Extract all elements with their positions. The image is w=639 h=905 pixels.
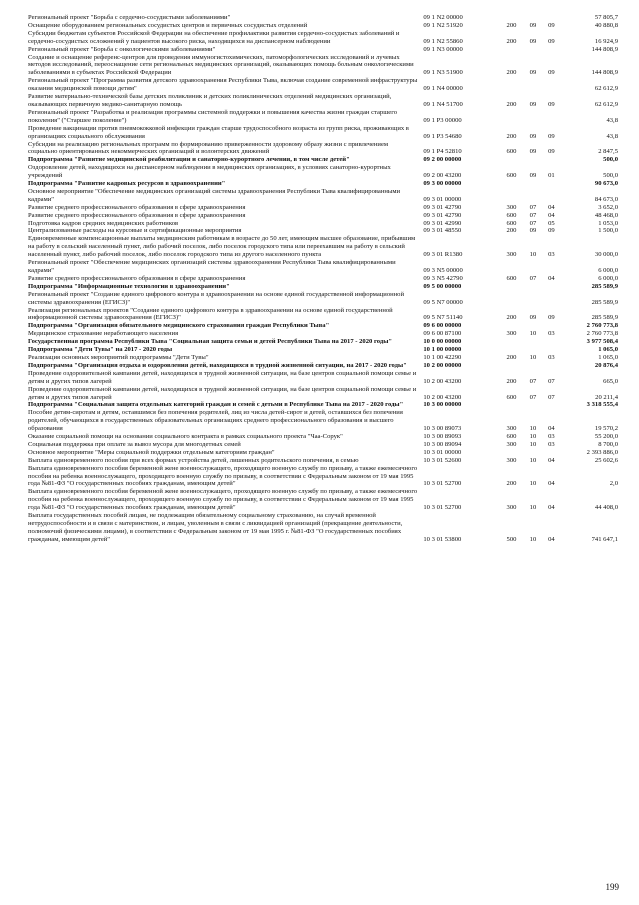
cell-vr: 300 xyxy=(506,251,517,259)
cell-name: Проведение вакцинации против пневмококковой инфекции граждан старше трудоспособного возраста из групп риска, проживающих в организациях социального обслуживания xyxy=(28,124,409,140)
cell-pr: 09 xyxy=(548,37,555,45)
table-row xyxy=(28,346,618,354)
cell-sum: 20 211,4 xyxy=(595,393,618,401)
cell-code: 10 2 00 43200 xyxy=(423,393,462,401)
table-row xyxy=(28,212,618,220)
cell-name: Основное мероприятие "Меры социальной поддержки отдельным категориям граждан" xyxy=(28,448,275,456)
table-row xyxy=(28,512,618,544)
table-row xyxy=(28,386,618,402)
cell-pr xyxy=(542,180,560,188)
cell-rz xyxy=(524,180,542,188)
cell-sum: 2,0 xyxy=(609,480,618,488)
cell-vr: 600 xyxy=(506,211,517,219)
cell-pr: 04 xyxy=(548,456,555,464)
cell-pr xyxy=(542,291,560,307)
table-row xyxy=(28,188,618,204)
cell-pr: 03 xyxy=(548,330,555,338)
cell-name: Проведение оздоровительной кампании детей, находящихся в трудной жизненной ситуации, на базе центров социальной помощи семье и детям и других типов лагерей xyxy=(28,385,417,401)
cell-vr xyxy=(499,259,524,275)
cell-pr: 03 xyxy=(548,251,555,259)
cell-sum: 30 000,0 xyxy=(594,251,618,259)
cell-code: 10 3 00 00000 xyxy=(423,401,462,409)
cell-rz xyxy=(524,401,542,409)
cell-name: Подпрограмма "Развитие медицинской реабилитации и санаторно-курортного лечения, в том числе детей" xyxy=(28,156,350,164)
cell-sum: 40 880,8 xyxy=(594,21,618,29)
cell-name: Развитие среднего профессионального образования в сфере здравоохранения xyxy=(28,274,246,282)
cell-sum: 2 760 773,8 xyxy=(586,322,618,330)
cell-vr xyxy=(499,77,524,93)
table-row xyxy=(28,22,618,30)
cell-vr xyxy=(499,180,524,188)
cell-code: 09 5 00 00000 xyxy=(423,282,462,290)
cell-vr: 200 xyxy=(506,377,517,385)
cell-pr xyxy=(542,156,560,164)
cell-rz: 10 xyxy=(529,504,537,512)
cell-pr xyxy=(542,188,560,204)
cell-rz: 07 xyxy=(529,203,537,211)
cell-rz: 09 xyxy=(529,148,537,156)
cell-name: Выплата государственных пособий лицам, не подлежащим обязательному социальному страхованию, на случай временной нетрудоспособности и в связи с материнством, и лицам, уволенным в связи с ликвидацией организаций (прекращение деятельности, полномочий физическими лицами), в соответствии с Федеральным законом от 19 мая 1995 г. №81-ФЗ "О государственных пособиях гражданам, имеющим детей" xyxy=(28,512,403,543)
cell-name: Единовременные компенсационные выплаты медицинским работникам в возрасте до 50 лет, имеющим высшее образование, прибывшим на работу в сельский населенный пункт, либо рабочий поселок, либо поселок городского типа или переехавшим на работу в сельский населенный пункт, либо рабочий поселок, либо поселок городского типа из другого населенного пункта xyxy=(28,235,416,259)
cell-sum: 48 468,0 xyxy=(594,211,618,219)
cell-sum: 6 000,0 xyxy=(598,267,618,274)
cell-pr: 04 xyxy=(548,480,555,488)
cell-code: 10 3 01 52700 xyxy=(423,480,462,488)
cell-sum: 144 808,9 xyxy=(591,69,618,77)
cell-code: 10 1 00 42290 xyxy=(423,353,462,361)
cell-vr xyxy=(499,346,524,354)
cell-pr: 09 xyxy=(548,100,555,108)
cell-code: 09 3 01 48550 xyxy=(423,227,462,235)
cell-rz: 10 xyxy=(529,330,537,338)
cell-vr: 200 xyxy=(506,37,517,45)
cell-rz xyxy=(524,346,542,354)
cell-rz xyxy=(524,156,542,164)
cell-rz: 09 xyxy=(529,69,537,77)
cell-vr: 500 xyxy=(506,535,517,543)
cell-code: 09 3 01 R1380 xyxy=(423,251,463,259)
cell-rz: 10 xyxy=(529,535,537,543)
table-row xyxy=(28,401,618,409)
table-row xyxy=(28,449,618,457)
cell-sum: 25 602,6 xyxy=(594,456,618,464)
cell-name: Государственная программа Республики Тыва "Социальная защита семьи и детей Республики Тыва на 2017 - 2020 годы" xyxy=(28,338,393,346)
cell-pr xyxy=(542,449,560,457)
cell-code: 09 1 P3 54680 xyxy=(423,132,462,140)
cell-pr xyxy=(542,338,560,346)
cell-code: 09 3 01 42990 xyxy=(423,219,462,227)
cell-sum: 1 065,0 xyxy=(598,346,618,354)
cell-vr xyxy=(499,401,524,409)
cell-pr: 03 xyxy=(548,433,555,441)
cell-name: Подпрограмма "Социальная защита отдельных категорий граждан и семей с детьми в Республике Тыва на 2017 - 2020 годы" xyxy=(28,401,404,409)
cell-code: 10 3 00 89093 xyxy=(423,433,462,441)
cell-sum: 16 924,9 xyxy=(594,37,618,45)
table-row xyxy=(28,204,618,212)
cell-sum: 8 700,0 xyxy=(598,440,618,448)
cell-name: Региональный проект "Обеспечение медицинских организаций системы здравоохранения Республики Тыва квалифицированными кадрами" xyxy=(28,259,396,274)
cell-rz: 10 xyxy=(529,353,537,361)
cell-name: Проведение оздоровительной кампании детей, находящихся в трудной жизненной ситуации, на базе центров социальной помощи семье и детям и других типов лагерей xyxy=(28,369,417,385)
cell-rz: 09 xyxy=(529,21,537,29)
cell-vr: 300 xyxy=(506,203,517,211)
cell-name: Выплата единовременного пособия беременной жене военнослужащего, проходящего военную службу по призыву, а также ежемесячного пособия на ребенка военнослужащего, проходящего военную службу по призыву, в соответствии с Федеральным законом от 19 мая 1995 года №81-ФЗ "О государственных пособиях гражданам, имеющим детей" xyxy=(28,464,418,488)
cell-vr: 300 xyxy=(506,504,517,512)
cell-name: Субсидии на реализацию региональных программ по формированию приверженности здоровому образу жизни с привлечением социально ориентированных некоммерческих организаций и волонтерских движений xyxy=(28,140,389,156)
cell-sum: 57 805,7 xyxy=(594,14,618,21)
cell-code: 09 3 01 42790 xyxy=(423,203,462,211)
cell-name: Медицинское страхование неработающего населения xyxy=(28,330,179,338)
cell-pr: 04 xyxy=(548,203,555,211)
table-row xyxy=(28,141,618,157)
cell-pr: 07 xyxy=(548,393,555,401)
cell-sum: 285 589,9 xyxy=(591,314,618,322)
cell-rz: 07 xyxy=(529,274,537,282)
cell-rz: 09 xyxy=(529,100,537,108)
cell-sum: 43,8 xyxy=(606,132,618,140)
table-row xyxy=(28,354,618,362)
cell-vr: 600 xyxy=(506,274,517,282)
cell-name: Централизованные расходы на курсовые и сертификационные мероприятия xyxy=(28,227,242,235)
cell-code: 10 3 01 00000 xyxy=(423,448,462,456)
cell-pr: 09 xyxy=(548,148,555,156)
cell-code: 09 3 N5 00000 xyxy=(423,267,463,274)
table-row xyxy=(28,164,618,180)
table-row xyxy=(28,93,618,109)
table-row xyxy=(28,283,618,291)
cell-vr: 200 xyxy=(506,480,517,488)
cell-pr xyxy=(542,259,560,275)
cell-pr xyxy=(542,362,560,370)
cell-rz xyxy=(524,449,542,457)
cell-code: 10 1 00 00000 xyxy=(423,346,462,354)
table-row xyxy=(28,441,618,449)
cell-pr: 09 xyxy=(548,69,555,77)
cell-sum: 1 500,0 xyxy=(598,227,618,235)
cell-sum: 62 612,9 xyxy=(594,85,618,93)
cell-code: 10 3 00 89094 xyxy=(423,440,462,448)
cell-rz xyxy=(524,283,542,291)
cell-rz: 07 xyxy=(529,393,537,401)
table-row xyxy=(28,46,618,54)
cell-pr: 07 xyxy=(548,377,555,385)
table-row xyxy=(28,220,618,228)
cell-vr: 300 xyxy=(506,330,517,338)
cell-name: Пособие детям-сиротам и детям, оставшимся без попечения родителей, лиц из числа детей-сирот и детей, оставшихся без попечения родителей, обучающихся в государственных образовательных организациях среднего профессионального образования и высшего образования xyxy=(28,409,403,433)
cell-code: 09 1 N2 51920 xyxy=(423,21,463,29)
cell-pr xyxy=(542,46,560,54)
cell-name: Выплата единовременного пособия беременной жене военнослужащего, проходящего военную службу по призыву, а также ежемесячного пособия на ребенка военнослужащего, проходящего военную службу по призыву, в соответствии с Федеральным законом от 19 мая 1995 года №81-ФЗ "О государственных пособиях гражданам, имеющим детей" xyxy=(28,488,418,512)
cell-name: Развитие среднего профессионального образования в сфере здравоохранения xyxy=(28,203,246,211)
cell-name: Социальная поддержка при оплате за вывоз мусора для многодетных семей xyxy=(28,440,241,448)
cell-sum: 3 318 555,4 xyxy=(586,401,618,409)
cell-vr: 200 xyxy=(506,100,517,108)
cell-rz: 09 xyxy=(529,37,537,45)
cell-vr xyxy=(499,188,524,204)
cell-vr xyxy=(499,449,524,457)
cell-sum: 43,8 xyxy=(606,116,618,124)
cell-pr: 04 xyxy=(548,274,555,282)
cell-code: 09 1 N3 51900 xyxy=(423,69,463,77)
cell-vr: 200 xyxy=(506,227,517,235)
cell-sum: 2 760 773,8 xyxy=(586,330,618,338)
cell-pr: 09 xyxy=(548,314,555,322)
cell-vr: 300 xyxy=(506,456,517,464)
cell-code: 09 1 N4 51700 xyxy=(423,100,463,108)
table-row xyxy=(28,156,618,164)
cell-code: 09 3 01 00000 xyxy=(423,195,462,203)
cell-sum: 2 393 886,0 xyxy=(586,448,618,456)
cell-sum: 741 647,1 xyxy=(591,535,618,543)
cell-rz: 09 xyxy=(529,314,537,322)
cell-sum: 144 808,9 xyxy=(591,45,618,53)
cell-code: 09 2 00 43200 xyxy=(423,172,462,180)
cell-pr: 03 xyxy=(548,353,555,361)
cell-pr: 09 xyxy=(548,132,555,140)
cell-code: 10 3 01 53800 xyxy=(423,535,462,543)
cell-sum: 665,0 xyxy=(603,377,618,385)
cell-vr xyxy=(499,283,524,291)
cell-rz: 07 xyxy=(529,211,537,219)
cell-vr: 600 xyxy=(506,172,517,180)
cell-rz: 10 xyxy=(529,456,537,464)
cell-pr xyxy=(542,401,560,409)
cell-rz xyxy=(524,362,542,370)
table-row xyxy=(28,109,618,125)
cell-pr: 03 xyxy=(548,440,555,448)
table-row xyxy=(28,362,618,370)
cell-sum: 84 673,0 xyxy=(594,195,618,203)
page-number: 199 xyxy=(605,882,619,892)
cell-rz xyxy=(524,14,542,22)
cell-code: 10 2 00 00000 xyxy=(423,361,462,369)
cell-name: Региональный проект "Борьба с онкологическими заболеваниями" xyxy=(28,45,216,53)
cell-sum: 55 200,0 xyxy=(594,433,618,441)
cell-rz xyxy=(524,338,542,346)
cell-sum: 19 570,2 xyxy=(594,425,618,433)
cell-rz xyxy=(524,109,542,125)
table-row xyxy=(28,457,618,465)
cell-name: Региональный проект "Борьба с сердечно-сосудистыми заболеваниями" xyxy=(28,14,231,21)
cell-pr xyxy=(542,322,560,330)
cell-code: 09 2 00 00000 xyxy=(423,156,462,164)
cell-sum: 2 847,5 xyxy=(598,148,618,156)
cell-pr: 01 xyxy=(548,172,555,180)
cell-code: 09 3 N5 42790 xyxy=(423,274,463,282)
cell-rz: 10 xyxy=(529,480,537,488)
document-page xyxy=(28,14,618,544)
cell-vr: 600 xyxy=(506,148,517,156)
cell-code: 09 1 P3 00000 xyxy=(423,116,462,124)
cell-code: 09 1 N3 00000 xyxy=(423,45,463,53)
cell-pr: 05 xyxy=(548,219,555,227)
cell-vr: 200 xyxy=(506,353,517,361)
cell-vr xyxy=(499,322,524,330)
cell-sum: 3 652,0 xyxy=(598,203,618,211)
cell-name: Оказание социальной помощи на основании социального контракта в рамках социального проекта "Чаа-Сорук" xyxy=(28,433,343,441)
table-row xyxy=(28,409,618,433)
cell-code: 10 0 00 00000 xyxy=(423,338,462,346)
cell-rz: 09 xyxy=(529,172,537,180)
cell-rz: 10 xyxy=(529,440,537,448)
table-row xyxy=(28,275,618,283)
table-row xyxy=(28,488,618,512)
cell-rz: 09 xyxy=(529,227,537,235)
budget-table xyxy=(28,14,618,544)
cell-rz xyxy=(524,259,542,275)
cell-rz xyxy=(524,77,542,93)
cell-name: Подпрограмма "Развитие кадровых ресурсов в здравоохранении" xyxy=(28,180,226,188)
cell-pr: 09 xyxy=(548,227,555,235)
cell-pr: 04 xyxy=(548,504,555,512)
cell-rz: 07 xyxy=(529,377,537,385)
cell-pr: 04 xyxy=(548,425,555,433)
cell-rz: 07 xyxy=(529,219,537,227)
cell-vr: 200 xyxy=(506,132,517,140)
cell-name: Основное мероприятие "Обеспечение медицинских организаций системы здравоохранения Республики Тыва квалифицированными кадрами" xyxy=(28,187,401,203)
table-row xyxy=(28,30,618,46)
cell-code: 09 1 N2 00000 xyxy=(423,14,463,21)
cell-rz: 10 xyxy=(529,251,537,259)
cell-code: 10 3 01 52600 xyxy=(423,456,462,464)
cell-code: 10 3 00 89073 xyxy=(423,425,462,433)
cell-sum: 285 589,9 xyxy=(591,298,618,306)
cell-pr xyxy=(542,14,560,22)
cell-vr: 600 xyxy=(506,393,517,401)
table-row xyxy=(28,14,618,22)
table-row xyxy=(28,180,618,188)
cell-pr xyxy=(542,77,560,93)
cell-rz xyxy=(524,46,542,54)
cell-name: Подпрограмма "Дети Тувы" на 2017 - 2020 годы xyxy=(28,346,173,354)
cell-code: 10 2 00 43200 xyxy=(423,377,462,385)
cell-name: Подготовка кадров средних медицинских работников xyxy=(28,219,179,227)
cell-vr: 300 xyxy=(506,425,517,433)
cell-name: Создание и оснащение референс-центров для проведения иммуногистохимических, патоморфологических исследований и лучевых методов исследований, переоснащение сети региональных медицинских организаций, оказывающих помощь больным онкологическими заболеваниями в субъектах Российской Федерации xyxy=(28,53,414,77)
cell-sum: 44 408,0 xyxy=(594,504,618,512)
cell-code: 09 1 N2 55860 xyxy=(423,37,463,45)
cell-code: 10 3 01 52700 xyxy=(423,504,462,512)
cell-name: Реализация региональных проектов "Создание единого цифрового контура в здравоохранении на основе единой государственной информационной системы здравоохранения (ЕГИСЗ)" xyxy=(28,306,393,322)
cell-name: Региональный проект "Создание единого цифрового контура в здравоохранении на основе единой государственной информационной системы здравоохранения (ЕГИСЗ)" xyxy=(28,290,404,306)
cell-code: 09 1 N4 00000 xyxy=(423,85,463,93)
cell-name: Реализация основных мероприятий подпрограммы "Дети Тувы" xyxy=(28,353,209,361)
table-row xyxy=(28,125,618,141)
cell-vr xyxy=(499,362,524,370)
cell-name: Субсидии бюджетам субъектов Российской Федерации на обеспечение профилактики развития сердечно-сосудистых заболеваний и сердечно-сосудистых осложнений у пациентов высокого риска, находящихся на диспансерном наблюдении xyxy=(28,29,400,45)
table-row xyxy=(28,465,618,489)
cell-code: 09 6 00 00000 xyxy=(423,322,462,330)
cell-sum: 1 065,0 xyxy=(598,353,618,361)
cell-name: Оснащение оборудованием региональных сосудистых центров и первичных сосудистых отделений xyxy=(28,21,308,29)
cell-code: 09 5 N7 51140 xyxy=(423,314,463,322)
table-row xyxy=(28,307,618,323)
cell-name: Подпрограмма "Организация отдыха и оздоровления детей, находящихся в трудной жизненной ситуации, на 2017 - 2020 годы" xyxy=(28,361,407,369)
cell-rz xyxy=(524,291,542,307)
cell-pr xyxy=(542,283,560,291)
cell-sum: 500,0 xyxy=(603,172,618,180)
cell-sum: 90 673,0 xyxy=(594,180,618,188)
cell-name: Подпрограмма "Информационные технологии в здравоохранении" xyxy=(28,282,230,290)
cell-pr: 04 xyxy=(548,211,555,219)
cell-pr: 09 xyxy=(548,21,555,29)
table-row xyxy=(28,259,618,275)
table-row xyxy=(28,322,618,330)
cell-sum: 6 000,0 xyxy=(598,274,618,282)
cell-vr: 200 xyxy=(506,314,517,322)
cell-code: 09 3 00 00000 xyxy=(423,180,462,188)
cell-sum: 20 876,4 xyxy=(594,361,618,369)
cell-rz xyxy=(524,322,542,330)
cell-sum: 3 977 508,4 xyxy=(586,338,618,346)
cell-pr xyxy=(542,109,560,125)
cell-code: 09 5 N7 00000 xyxy=(423,298,463,306)
cell-sum: 285 589,9 xyxy=(591,282,618,290)
cell-vr: 300 xyxy=(506,440,517,448)
cell-sum: 500,0 xyxy=(603,156,618,164)
cell-name: Развитие материально-технической базы детских поликлиник и детских поликлинических отделений медицинских организаций, оказывающих первичную медико-санитарную помощь xyxy=(28,93,392,108)
cell-code: 09 6 00 87100 xyxy=(423,330,462,338)
cell-rz: 10 xyxy=(529,433,537,441)
cell-rz: 10 xyxy=(529,425,537,433)
cell-name: Подпрограмма "Организация обязательного медицинского страхования граждан Республики Тыва" xyxy=(28,322,330,330)
table-row xyxy=(28,433,618,441)
cell-vr: 200 xyxy=(506,69,517,77)
cell-name: Региональный проект "Разработка и реализация программы системной поддержки и повышения качества жизни граждан старшего поколения" ("Старшее поколение") xyxy=(28,108,398,124)
cell-name: Выплата единовременного пособия при всех формах устройства детей, лишенных родительского попечения, в семью xyxy=(28,456,359,464)
cell-vr xyxy=(499,14,524,22)
cell-rz xyxy=(524,188,542,204)
cell-sum: 1 053,0 xyxy=(598,219,618,227)
table-row xyxy=(28,235,618,259)
cell-vr xyxy=(499,46,524,54)
cell-vr: 600 xyxy=(506,433,517,441)
cell-vr xyxy=(499,291,524,307)
table-row xyxy=(28,370,618,386)
cell-name: Региональный проект "Программа развития детского здравоохранения Республики Тыва, включая создание современной инфраструктуры оказания медицинской помощи детям" xyxy=(28,77,418,93)
cell-code: 09 3 01 42790 xyxy=(423,211,462,219)
table-row xyxy=(28,330,618,338)
cell-code: 09 1 P4 52810 xyxy=(423,148,462,156)
cell-vr xyxy=(499,109,524,125)
table-row xyxy=(28,54,618,78)
cell-pr xyxy=(542,346,560,354)
table-row xyxy=(28,227,618,235)
table-row xyxy=(28,77,618,93)
cell-vr: 200 xyxy=(506,21,517,29)
cell-name: Развитие среднего профессионального образования в сфере здравоохранения xyxy=(28,211,246,219)
cell-vr xyxy=(499,156,524,164)
cell-vr: 600 xyxy=(506,219,517,227)
cell-pr: 04 xyxy=(548,535,555,543)
table-row xyxy=(28,338,618,346)
cell-rz: 09 xyxy=(529,132,537,140)
table-row xyxy=(28,291,618,307)
cell-name: Оздоровление детей, находящихся на диспансерном наблюдении в медицинских организациях, в условиях санаторно-курортных учреждений xyxy=(28,164,391,180)
cell-sum: 62 612,9 xyxy=(594,100,618,108)
cell-vr xyxy=(499,338,524,346)
